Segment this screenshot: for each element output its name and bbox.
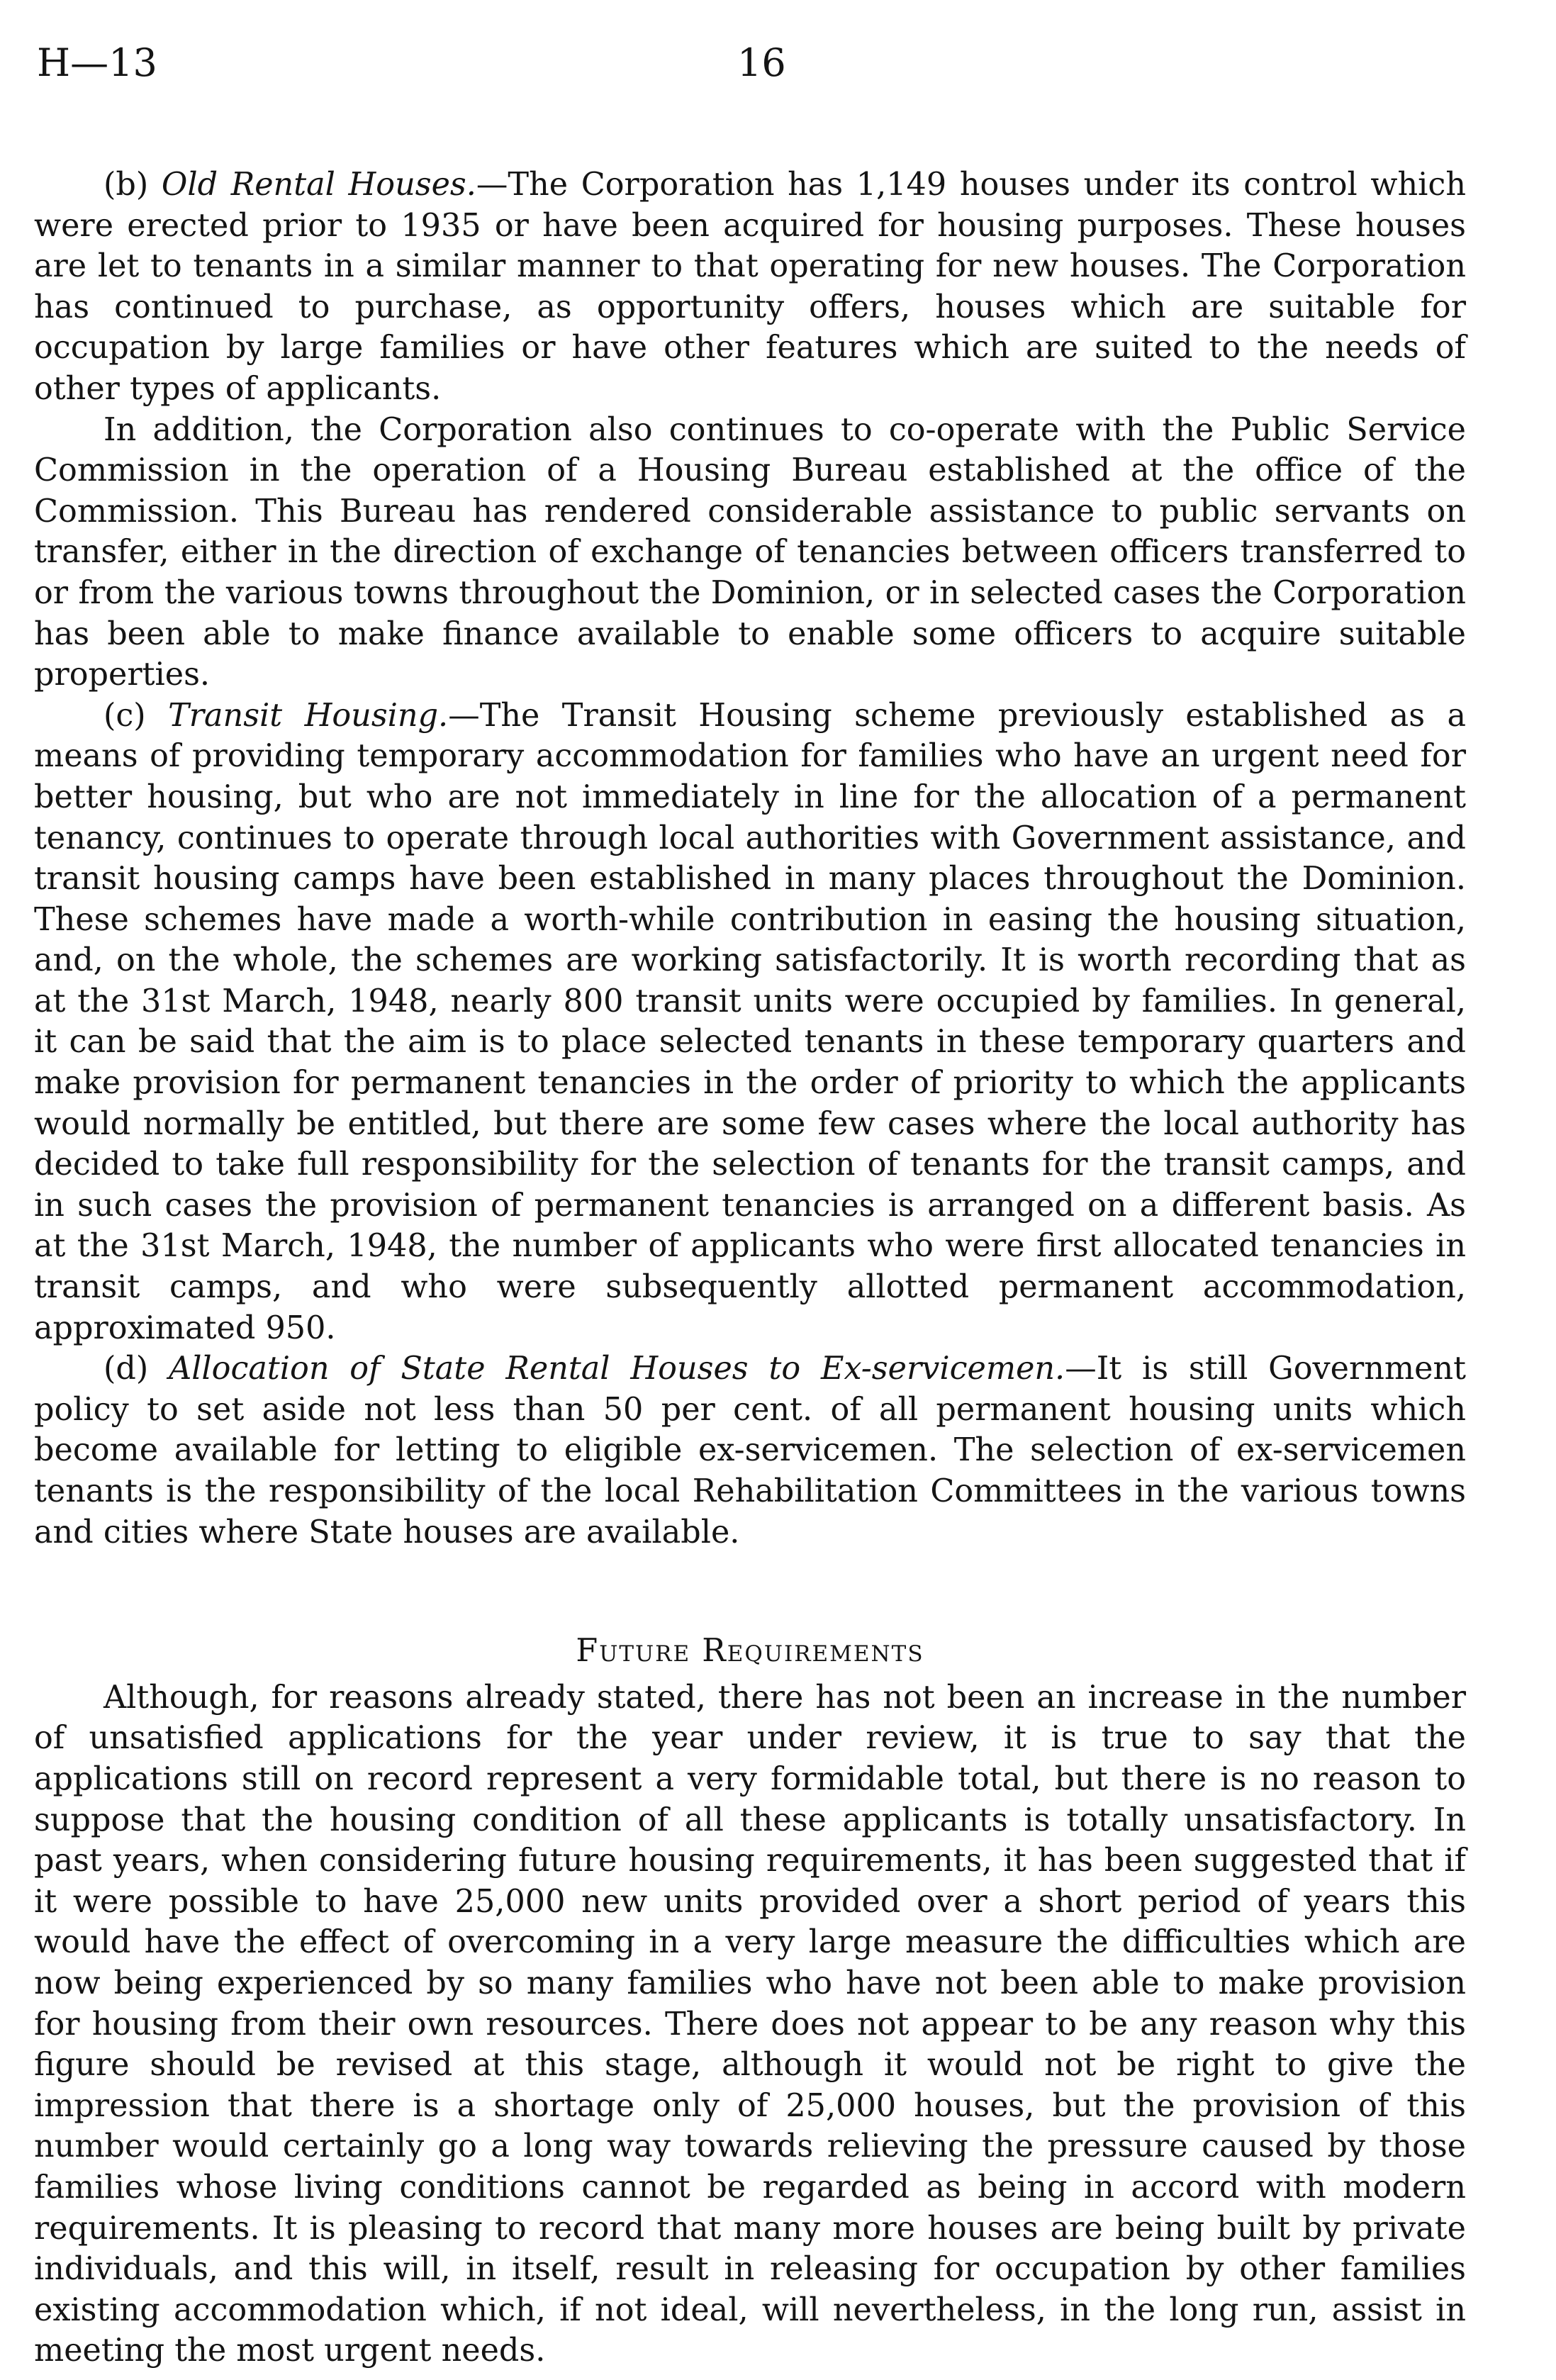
paragraph-text: —The Transit Housing scheme previously established as a means of providing temporary accommodation for families who have an urgent need for better housing, but who are not immediately in line for the allocation of a permanent tenancy, continues to operate through local authorities with Government assistance, and transit housing camps have been established in many places throughout the Dominion. These schemes have made a worth-while contribution in easing the housing situation, and, on the whole, the schemes are working satisfactorily. It is worth recording that as at the 31st March, 1948, nearly 800 transit units were occupied by families. In general, it can be said that the aim is to place selected tenants in these temporary quarters and make provision for permanent tenancies in the order of priority to which the applicants would normally be entitled, but there are some few cases where the local authority has decided to take full responsibility for the selection of tenants for the transit camps, and in such cases the provision of permanent tenancies is arranged on a different basis. As at the 31st March, 1948, the number of applicants who were first allocated tenancies in transit camps, and who were subsequently allotted permanent accommodation, approximated 950. [34, 697, 1466, 1346]
document-body [34, 164, 1466, 2371]
paragraph-ex-servicemen-allocation [34, 1348, 1466, 1553]
section-title: Old Rental Houses. [161, 167, 476, 203]
section-heading-future-requirements: Future Requirements [576, 1633, 924, 1670]
document-code: H—13 [37, 40, 157, 85]
paragraph-housing-bureau [34, 410, 1466, 695]
paragraph-transit-housing [34, 695, 1466, 1349]
paragraph-text: —The Corporation has 1,149 houses under its control which were erected prior to 1935 or have been acquired for housing purposes. These houses are let to tenants in a similar manner to that operating for new houses. The Corporation has continued to purchase, as opportunity offers, houses which are suitable for occupation by large families or have other features which are suited to the needs of other types of applicants. [34, 167, 1466, 407]
section-title: Transit Housing. [168, 697, 449, 734]
page-number: 16 [737, 40, 786, 85]
paragraph-text: Although, for reasons already stated, there has not been an increase in the number of unsatisfied applications for the year under review, it is true to say that the applications still on record represent a very formidable total, but there is no reason to suppose that the housing condition of all these applicants is totally unsatisfactory. In past years, when considering future housing requirements, it has been suggested that if it were possible to have 25,000 new units provided over a short period of years this would have the effect of overcoming in a very large measure the difficulties which are now being experienced by so many families who have not been able to make provision for housing from their own resources. There does not appear to be any reason why this figure should be revised at this stage, although it would not be right to give the impression that there is a shortage only of 25,000 houses, but the provision of this number would certainly go a long way towards relieving the pressure caused by those families whose living conditions cannot be regarded as being in accord with modern requirements. It is pleasing to record that many more houses are being built by private individuals, and this will, in itself, result in releasing for occupation by other families existing accommodation which, if not ideal, will nevertheless, in the long run, assist in meeting the most urgent needs. [34, 1679, 1466, 2369]
paragraph-text: In addition, the Corporation also continues to co-operate with the Public Service Commission in the operation of a Housing Bureau established at the office of the Commission. This Bureau has rendered considerable assistance to public servants on transfer, either in the direction of exchange of tenancies between officers transferred to or from the various towns throughout the Dominion, or in selected cases the Corporation has been able to make finance available to enable some officers to acquire suitable properties. [34, 411, 1466, 693]
section-marker: (c) [103, 697, 146, 734]
paragraph-text: —It is still Government policy to set aside not less than 50 per cent. of all permanent housing units which become available for letting to eligible ex-servicemen. The selection of ex-servicemen tenants is the responsibility of the local Rehabilitation Committees in the various towns and cities where State houses are available. [34, 1351, 1466, 1551]
paragraph-old-rental-houses [34, 164, 1466, 410]
section-marker: (b) [103, 167, 149, 203]
section-title: Allocation of State Rental Houses to Ex-servicemen. [169, 1351, 1065, 1387]
paragraph-future-requirements [34, 1677, 1466, 2371]
section-marker: (d) [103, 1351, 149, 1387]
